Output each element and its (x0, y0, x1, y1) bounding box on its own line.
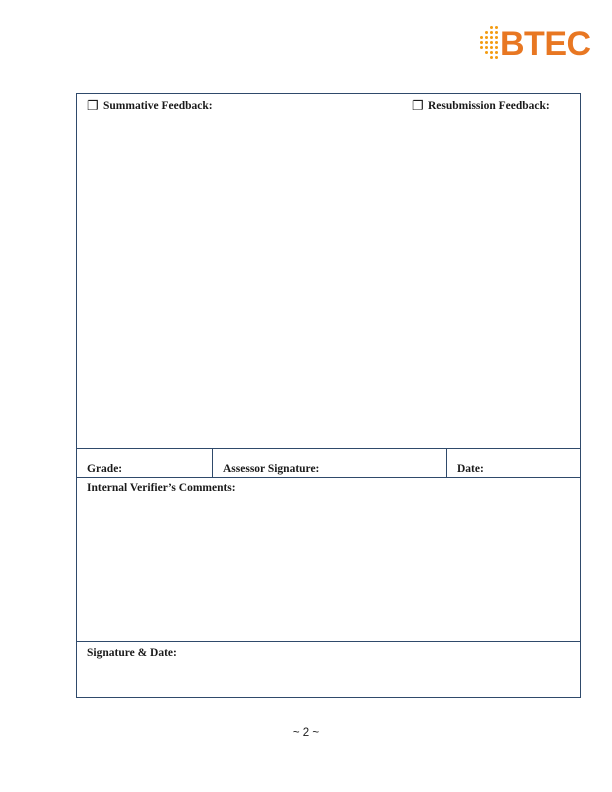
feedback-form (76, 93, 581, 698)
signature-date-label: Signature & Date: (87, 647, 177, 659)
internal-verifier-section[interactable] (77, 478, 580, 642)
grade-cell[interactable] (77, 449, 213, 477)
assessor-signature-label: Assessor Signature: (223, 463, 320, 475)
btec-logo (476, 22, 598, 64)
feedback-section (77, 94, 580, 449)
date-cell[interactable] (447, 449, 581, 477)
summative-checkbox[interactable]: ❐ (87, 98, 99, 113)
summative-feedback-label: Summative Feedback: (103, 100, 213, 112)
grade-row (77, 449, 580, 478)
date-label: Date: (457, 463, 484, 475)
signature-section[interactable] (77, 642, 580, 698)
grade-label: Grade: (87, 463, 123, 475)
resubmission-checkbox[interactable]: ❐ (412, 98, 424, 113)
logo-wordmark: BTEC (500, 25, 591, 63)
page-number: ~ 2 ~ (292, 727, 320, 739)
internal-verifier-label: Internal Verifier’s Comments: (87, 482, 236, 494)
assessor-signature-cell[interactable] (213, 449, 447, 477)
resubmission-feedback-label: Resubmission Feedback: (428, 100, 550, 112)
